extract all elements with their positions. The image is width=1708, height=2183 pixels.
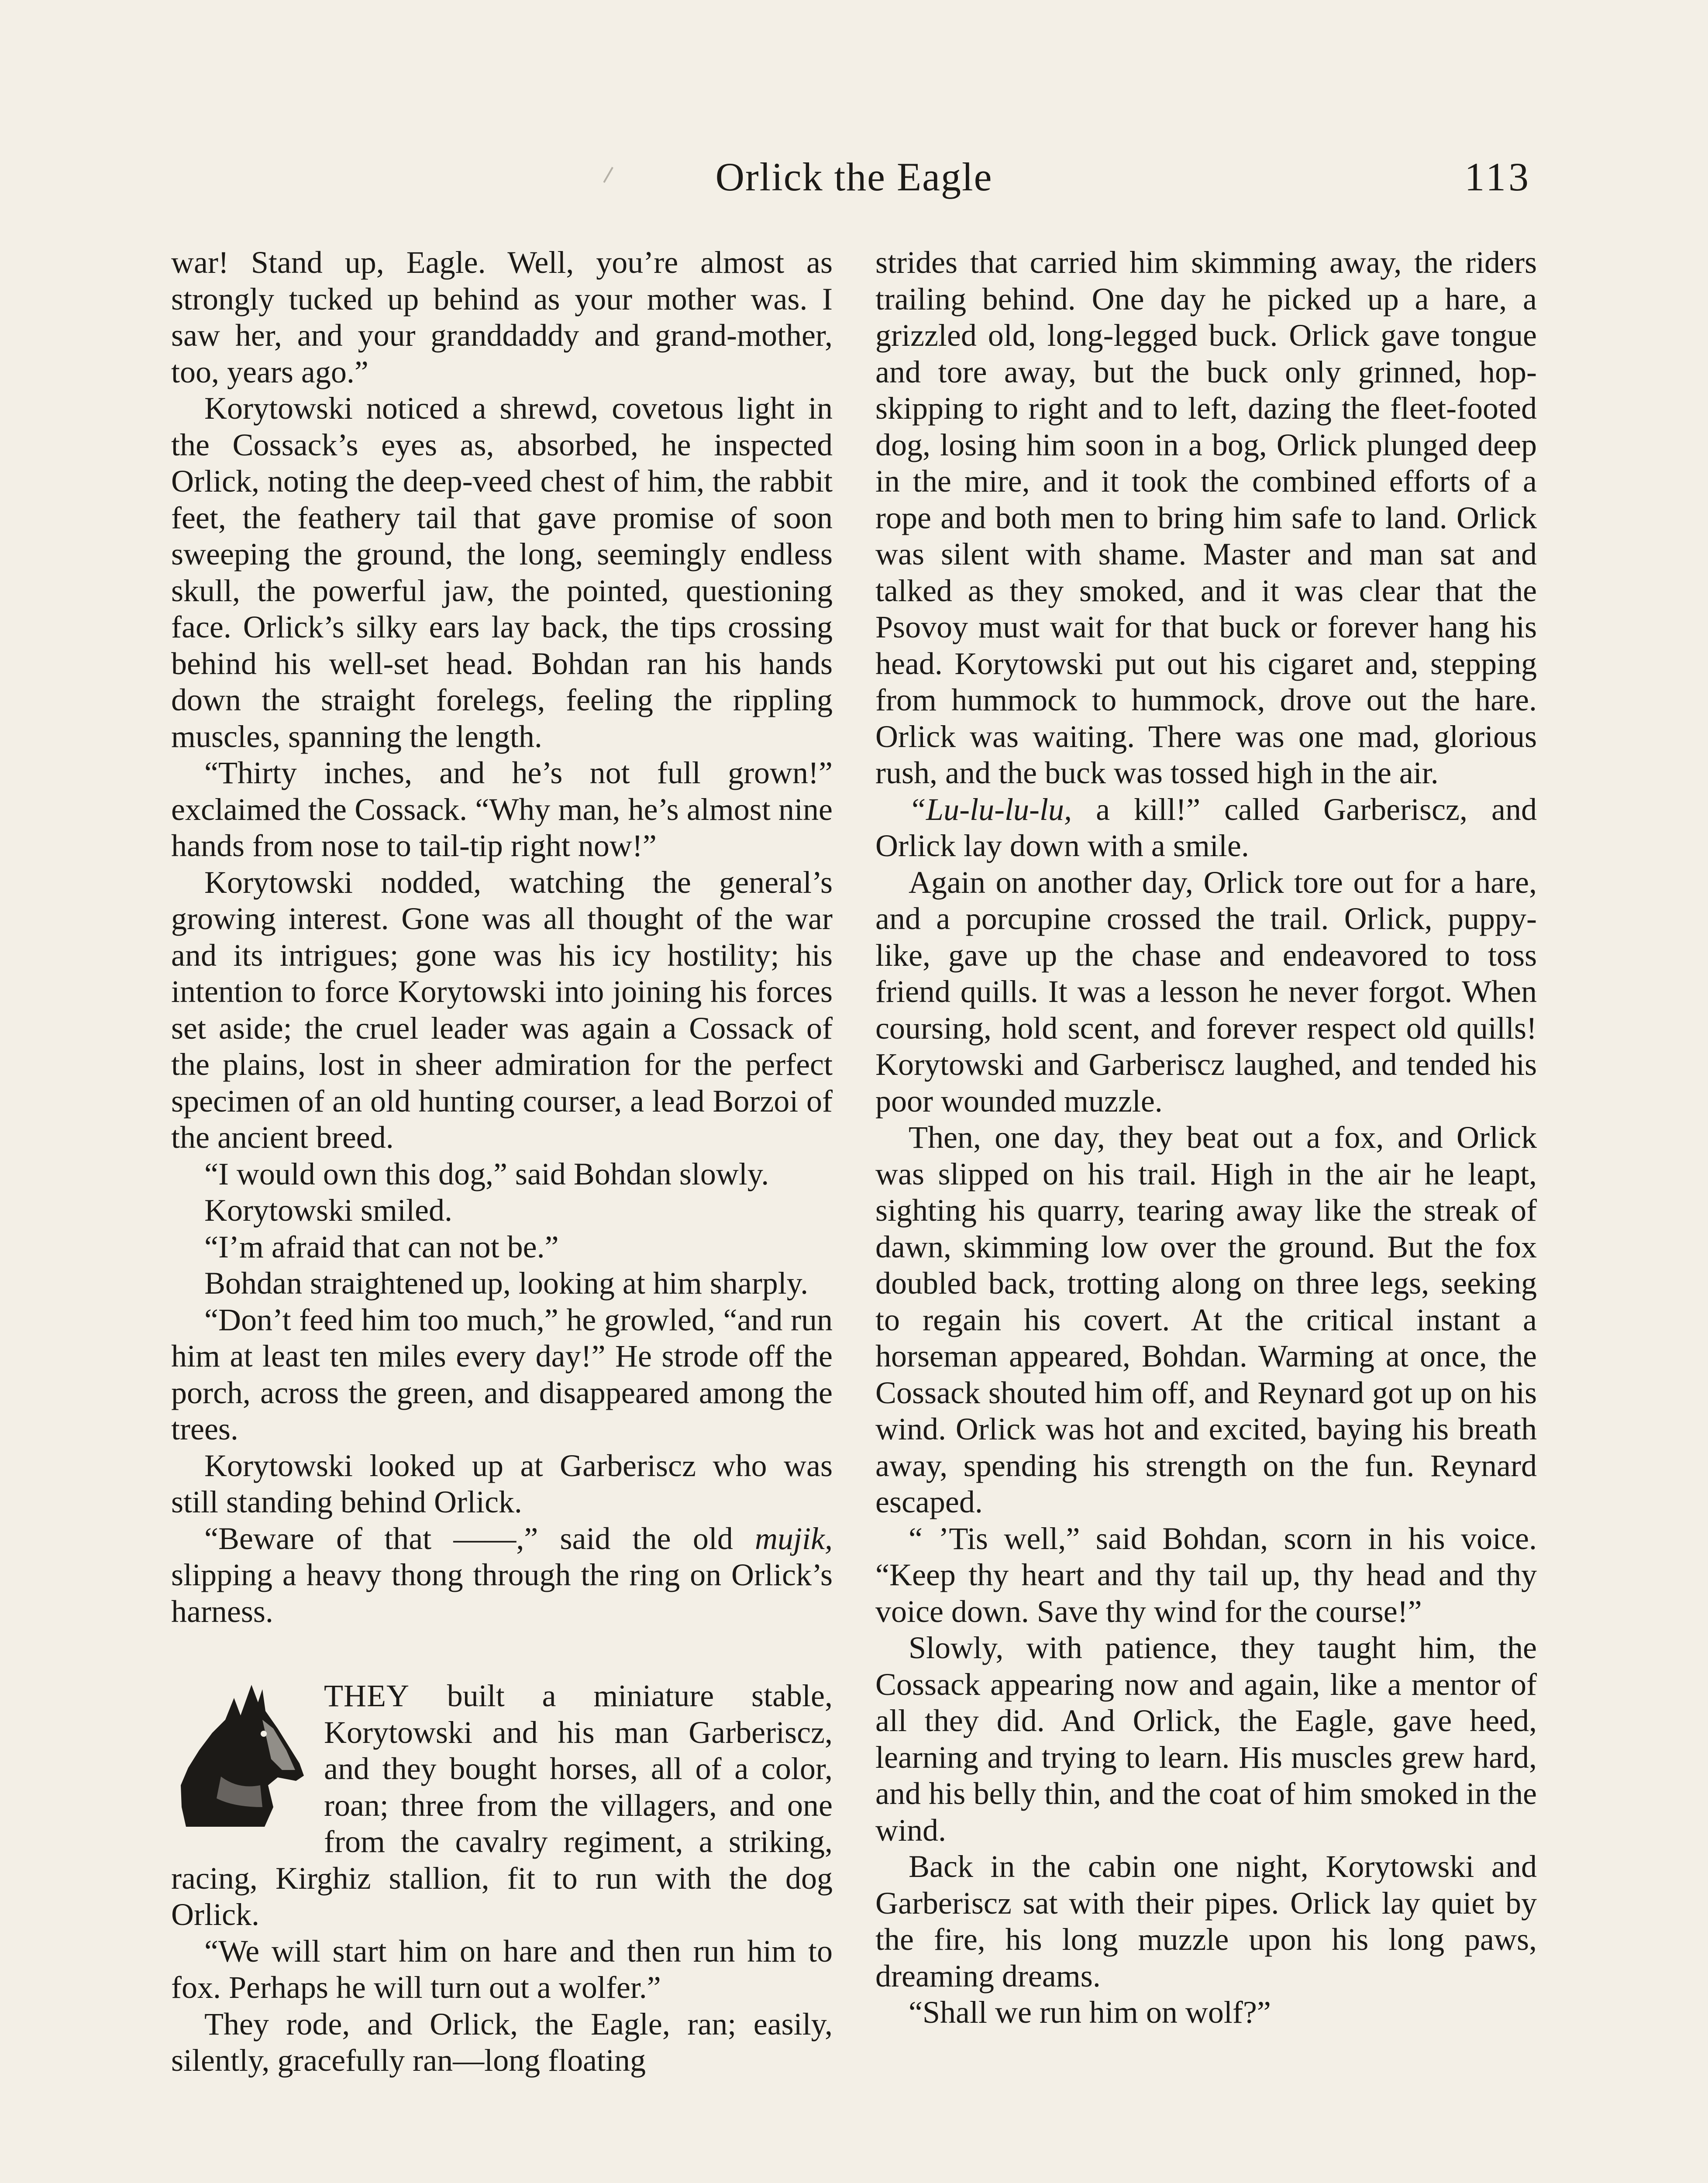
paragraph: “Don’t feed him too much,” he growled, “and run him at least ten miles every day!” He strode off the porch, across the green, and disappeared among the trees. <box>171 1302 833 1446</box>
paragraph: war! Stand up, Eagle. Well, you’re almost as strongly tucked up behind as your mother was. I saw her, and your granddaddy and grand-mother, too, years ago.” <box>171 245 833 389</box>
section-break <box>171 1630 833 1678</box>
paragraph: “ ’Tis well,” said Bohdan, scorn in his voice. “Keep thy heart and thy tail up, thy head and thy voice down. Save thy wind for the course!” <box>875 1521 1537 1629</box>
left-column <box>171 244 833 2079</box>
paragraph: Again on another day, Orlick tore out for a hare, and a porcupine crossed the trail. Orlick, puppy-like, gave up the chase and endeavored to toss friend quills. It was a lesson he never forgot. When coursing, hold scent, and forever respect old quills! Korytowski and Garberiscz laughed, and tended his poor wounded muzzle. <box>875 864 1537 1119</box>
paragraph: “I’m afraid that can not be.” <box>204 1229 559 1264</box>
paragraph: strides that carried him skimming away, the riders trailing behind. One day he picked up a hare, a grizzled old, long-legged buck. Orlick gave tongue and tore away, but the buck only grinned, hop-skipping to right and to left, dazing the fleet-footed dog, losing him soon in a bog, Orlick plunged deep in the mire, and it took the combined efforts of a rope and both men to bring him safe to land. Orlick was silent with shame. Master and man sat and talked as they smoked, and it was clear that the Psovoy must wait for that buck or forever hang his head. Korytowski put out his cigaret and, stepping from hummock to hummock, drove out the hare. Orlick was waiting. There was one mad, glorious rush, and the buck was tossed high in the air. <box>875 245 1537 790</box>
paragraph: Korytowski nodded, watching the general’s growing interest. Gone was all thought of the war and its intrigues; gone was his icy hostility; his intention to force Korytowski into joining his forces set aside; the cruel leader was again a Cossack of the plains, lost in sheer admiration for the perfect specimen of an old hunting courser, a lead Borzoi of the ancient breed. <box>171 864 833 1155</box>
paragraph: Korytowski smiled. <box>204 1193 452 1228</box>
paragraph: “Shall we run him on wolf?” <box>909 1995 1271 2030</box>
paragraph-beware: “Beware of that ——,” said the old mujik, slipping a heavy thong through the ring on Orlick’s harness. <box>171 1521 833 1629</box>
paragraph: Slowly, with patience, they taught him, the Cossack appearing now and again, like a mentor of all they did. And Orlick, the Eagle, gave heed, learning and trying to learn. His muscles grew hard, and his belly thin, and the coat of him smoked in the wind. <box>875 1630 1537 1848</box>
borzoi-head-icon <box>169 1676 313 1829</box>
paragraph: “I would own this dog,” said Bohdan slowly. <box>204 1156 769 1191</box>
running-title: Orlick the Eagle <box>715 155 993 199</box>
paragraph: “Thirty inches, and he’s not full grown!” exclaimed the Cossack. “Why man, he’s almost nine hands from nose to tail-tip right now!” <box>171 755 833 863</box>
paragraph: They rode, and Orlick, the Eagle, ran; easily, silently, gracefully ran—long floating <box>171 2006 833 2078</box>
paragraph-kill: “Lu-lu-lu-lu, a kill!” called Garberiscz, and Orlick lay down with a smile. <box>875 792 1537 863</box>
paragraph: “We will start him on hare and then run him to fox. Perhaps he will turn out a wolfer.” <box>171 1933 833 2005</box>
page-number: 113 <box>1464 155 1531 199</box>
paragraph: Back in the cabin one night, Korytowski and Garberiscz sat with their pipes. Orlick lay quiet by the fire, his long muzzle upon his long paws, dreaming dreams. <box>875 1849 1537 1994</box>
right-column <box>875 244 1537 2031</box>
paragraph: Korytowski noticed a shrewd, covetous light in the Cossack’s eyes as, absorbed, he inspected Orlick, noting the deep-veed chest of him, the rabbit feet, the feathery tail that gave promise of soon sweeping the ground, the long, seemingly endless skull, the powerful jaw, the pointed, questioning face. Orlick’s silky ears lay back, the tips crossing behind his well-set head. Bohdan ran his hands down the straight forelegs, feeling the rippling muscles, spanning the length. <box>171 391 833 754</box>
paragraph: Then, one day, they beat out a fox, and Orlick was slipped on his trail. High in the air he leapt, sighting his quarry, tearing away like the streak of dawn, skimming low over the ground. But the fox doubled back, trotting along on three legs, seeking to regain his covert. At the critical instant a horseman appeared, Bohdan. Warming at once, the Cossack shouted him off, and Reynard got up on his wind. Orlick was hot and excited, baying his breath away, spending his strength on the fun. Reynard escaped. <box>875 1120 1537 1519</box>
paragraph-dropcap: THEY built a miniature stable, Korytowski and his man Garberiscz, and they bought horses, all of a color, roan; three from the villagers, and one from the cavalry regiment, a striking, racing, Kirghiz stallion, fit to run with the dog Orlick. <box>171 1678 833 1933</box>
paragraph: Bohdan straightened up, looking at him sharply. <box>204 1266 809 1301</box>
paragraph: Korytowski looked up at Garberiscz who was still standing behind Orlick. <box>171 1448 833 1519</box>
